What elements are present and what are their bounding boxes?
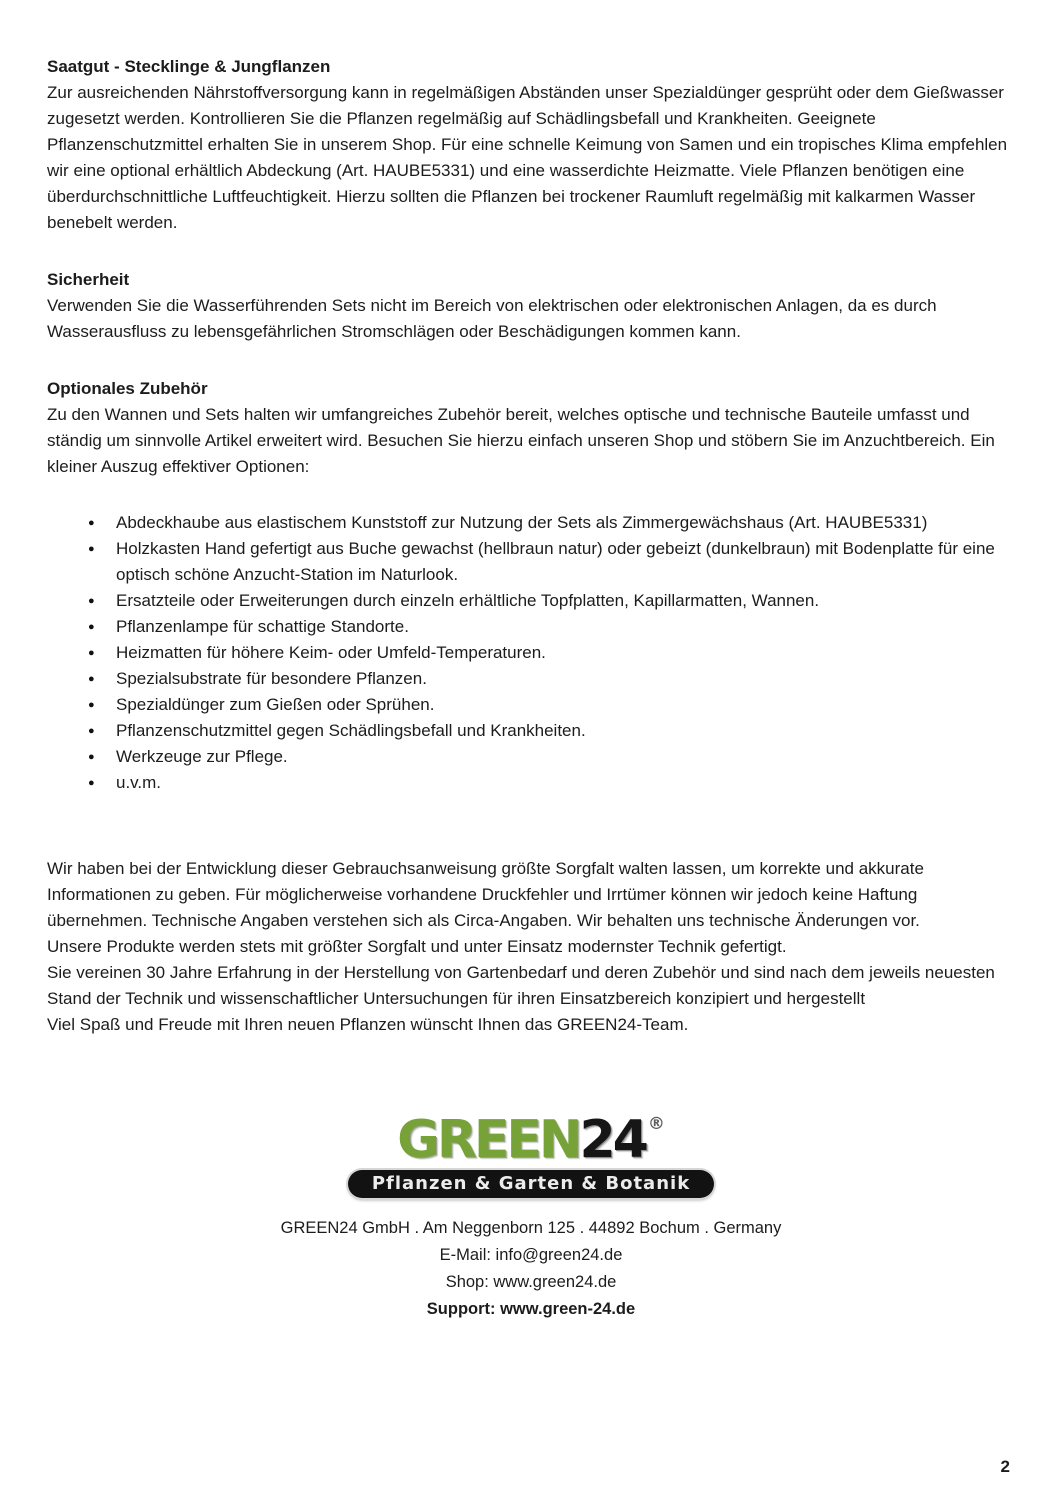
section-heading-zubehoer: Optionales Zubehör (47, 379, 208, 398)
section-body-sicherheit: Verwenden Sie die Wasserführenden Sets nicht im Bereich von elektrischen oder elektronischen Anlagen, da es durch Wasserausfluss zu lebensgefährlichen Stromschlägen oder Beschädigungen kommen kann. (47, 296, 937, 341)
bullet-icon: ● (88, 751, 95, 763)
list-item-text: u.v.m. (116, 773, 162, 792)
bullet-icon: ● (88, 725, 95, 737)
list-item (88, 640, 1015, 666)
logo-inner (348, 1100, 714, 1198)
list-item-text: Heizmatten für höhere Keim- oder Umfeld-Temperaturen. (116, 643, 546, 662)
quality-paragraph: Unsere Produkte werden stets mit größter Sorgfalt und unter Einsatz modernster Technik gefertigt. (47, 937, 787, 956)
logo-word-24: 24 (579, 1110, 646, 1170)
logo-tagline: Pflanzen & Garten & Botanik (348, 1170, 714, 1198)
bullet-icon: ● (88, 595, 95, 607)
list-item (88, 744, 1015, 770)
disclaimer-paragraph: Wir haben bei der Entwicklung dieser Gebrauchsanweisung größte Sorgfalt walten lassen, um korrekte und akkurate Informationen zu geben. Für möglicherweise vorhandene Druckfehler und Irrtümer können wir jedoch keine Haftung übernehmen. Technische Angaben verstehen sich als Circa-Angaben. Wir behalten uns technische Änderungen vor. (47, 859, 924, 930)
list-item (88, 536, 1015, 588)
closing-block (47, 856, 1015, 1038)
thanks-paragraph: Viel Spaß und Freude mit Ihren neuen Pflanzen wünscht Ihnen das GREEN24-Team. (47, 1015, 689, 1034)
list-item-text: Werkzeuge zur Pflege. (116, 747, 288, 766)
list-item-text: Pflanzenlampe für schattige Standorte. (116, 617, 409, 636)
section-heading-sicherheit: Sicherheit (47, 270, 130, 289)
bullet-icon: ● (88, 777, 95, 789)
list-item (88, 614, 1015, 640)
footer-contact (47, 1215, 1015, 1323)
footer-support: Support: www.green-24.de (426, 1300, 636, 1318)
section-heading-saatgut: Saatgut - Stecklinge & Jungflanzen (47, 57, 331, 76)
section-body-saatgut: Zur ausreichenden Nährstoffversorgung kann in regelmäßigen Abständen unser Spezialdünger gesprüht oder dem Gießwasser zugesetzt werden. Kontrollieren Sie die Pflanzen regelmäßig auf Schädlingsbefall und Krankheiten. Geeignete Pflanzenschutzmittel erhalten Sie in unserem Shop. Für eine schnelle Keimung von Samen und ein tropisches Klima empfehlen wir eine optional erhältlich Abdeckung (Art. HAUBE5331) und eine wasserdichte Heizmatte. Viele Pflanzen benötigen eine überdurchschnittliche Luftfeuchtigkeit. Hierzu sollten die Pflanzen bei trockener Raumluft regelmäßig mit kalkarmen Wasser benebelt werden. (47, 83, 1008, 232)
list-item (88, 692, 1015, 718)
logo-wordmark (348, 1100, 714, 1170)
section-body-zubehoer: Zu den Wannen und Sets halten wir umfangreiches Zubehör bereit, welches optische und technische Bauteile umfasst und ständig um sinnvolle Artikel erweitert wird. Besuchen Sie hierzu einfach unseren Shop und stöbern Sie im Anzuchtbereich. Ein kleiner Auszug effektiver Optionen: (47, 405, 995, 476)
section-sicherheit (47, 267, 1015, 345)
bullet-icon: ● (88, 647, 95, 659)
section-zubehoer (47, 376, 1015, 480)
list-item-text: Spezialdünger zum Gießen oder Sprühen. (116, 695, 435, 714)
green24-logo (47, 1100, 1015, 1198)
bullet-icon: ● (88, 673, 95, 685)
list-item-text: Spezialsubstrate für besondere Pflanzen. (116, 669, 427, 688)
footer-shop: Shop: www.green24.de (445, 1273, 617, 1291)
list-item (88, 770, 1015, 796)
registered-trademark-icon: ® (647, 1114, 665, 1134)
experience-paragraph: Sie vereinen 30 Jahre Erfahrung in der Herstellung von Gartenbedarf und deren Zubehör und sind nach dem jeweils neuesten Stand der Technik und wissenschaftlicher Untersuchungen für ihren Einsatzbereich konzipiert und hergestellt (47, 963, 995, 1008)
logo-word-green: GREEN (397, 1110, 580, 1170)
list-item (88, 588, 1015, 614)
list-item-text: Holzkasten Hand gefertigt aus Buche gewachst (hellbraun natur) oder gebeizt (dunkelbraun) mit Bodenplatte für eine optisch schöne Anzucht-Station im Naturlook. (116, 539, 995, 584)
list-item (88, 510, 1015, 536)
bullet-icon: ● (88, 699, 95, 711)
bullet-icon: ● (88, 517, 95, 529)
list-item-text: Ersatzteile oder Erweiterungen durch einzeln erhältliche Topfplatten, Kapillarmatten, Wannen. (116, 591, 820, 610)
footer-email: E-Mail: info@green24.de (439, 1246, 623, 1264)
bullet-icon: ● (88, 543, 95, 555)
list-item (88, 718, 1015, 744)
section-saatgut (47, 54, 1015, 236)
list-item (88, 666, 1015, 692)
options-list (47, 510, 1015, 796)
list-item-text: Abdeckhaube aus elastischem Kunststoff zur Nutzung der Sets als Zimmergewächshaus (Art. HAUBE5331) (116, 513, 928, 532)
footer-address: GREEN24 GmbH . Am Neggenborn 125 . 44892 Bochum . Germany (280, 1219, 782, 1237)
list-item-text: Pflanzenschutzmittel gegen Schädlingsbefall und Krankheiten. (116, 721, 586, 740)
bullet-icon: ● (88, 621, 95, 633)
page-number: 2 (1000, 1457, 1010, 1476)
